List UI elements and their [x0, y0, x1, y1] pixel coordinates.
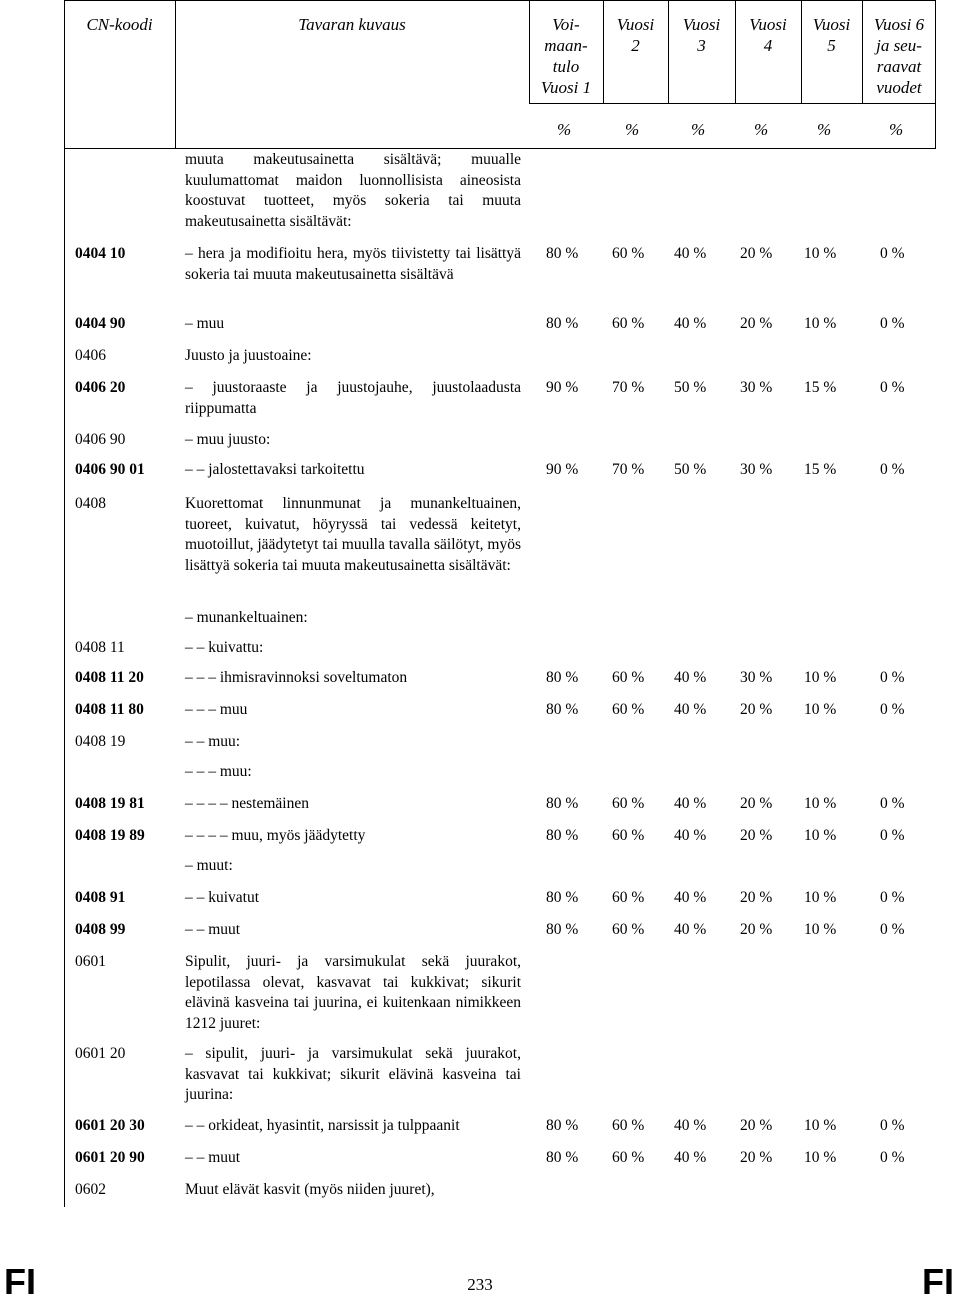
cn-code: 0601 20 — [75, 1045, 126, 1062]
header-description: Tavaran kuvaus — [298, 15, 406, 34]
goods-description: – munankeltuainen: — [185, 609, 308, 626]
cn-code: 0404 10 — [75, 245, 126, 262]
cn-code: 0406 20 — [75, 379, 126, 396]
duty-rate-year-6: 0 % — [880, 795, 905, 812]
duty-rate-year-4: 20 % — [740, 701, 773, 718]
goods-description: Muut elävät kasvit (myös niiden juuret), — [185, 1181, 435, 1198]
duty-rate-year-6: 0 % — [880, 1117, 905, 1134]
duty-rate-year-1: 80 % — [546, 1117, 579, 1134]
header-year-2: Vuosi 2 — [616, 15, 655, 55]
duty-rate-year-3: 50 % — [674, 379, 707, 396]
duty-rate-year-2: 60 % — [612, 889, 645, 906]
cn-code: 0406 90 — [75, 431, 126, 448]
duty-rate-year-5: 10 % — [804, 669, 837, 686]
table-border-left — [64, 0, 65, 1207]
cn-code: 0408 19 — [75, 733, 126, 750]
duty-rate-year-5: 15 % — [804, 379, 837, 396]
percent-sign: % — [691, 120, 706, 139]
duty-rate-year-2: 60 % — [612, 701, 645, 718]
cn-code: 0406 90 01 — [75, 461, 145, 478]
goods-description: – – orkideat, hyasintit, narsissit ja tulppaanit — [185, 1117, 460, 1134]
cn-code: 0408 19 89 — [75, 827, 145, 844]
goods-description: – sipulit, juuri- ja varsimukulat sekä juurakot, kasvavat tai kukkivat; sikurit elävinä kasveina tai juurina: — [185, 1045, 521, 1104]
duty-rate-year-6: 0 % — [880, 701, 905, 718]
cn-code: 0408 11 — [75, 639, 125, 656]
duty-rate-year-1: 80 % — [546, 1149, 579, 1166]
duty-rate-year-5: 10 % — [804, 701, 837, 718]
duty-rate-year-2: 70 % — [612, 461, 645, 478]
duty-rate-year-6: 0 % — [880, 1149, 905, 1166]
duty-rate-year-4: 20 % — [740, 921, 773, 938]
header-year-6: Vuosi 6 ja seu- raavat vuodet — [873, 15, 925, 97]
goods-description: – – muu: — [185, 733, 241, 750]
duty-rate-year-6: 0 % — [880, 379, 905, 396]
goods-description: – – kuivattu: — [185, 639, 264, 656]
header-year-4: Vuosi 4 — [749, 15, 787, 55]
duty-rate-year-1: 80 % — [546, 827, 579, 844]
header-rule-bottom — [64, 148, 936, 149]
goods-description: – – – ihmisravinnoksi soveltumaton — [185, 669, 408, 686]
duty-rate-year-5: 10 % — [804, 1117, 837, 1134]
duty-rate-year-3: 40 % — [674, 701, 707, 718]
duty-rate-year-4: 30 % — [740, 669, 773, 686]
goods-description: – hera ja modifioitu hera, myös tiivistetty tai lisättyä sokeria tai muuta makeutusainetta sisältävä — [185, 245, 521, 283]
goods-description: – – – – muu, myös jäädytetty — [185, 827, 366, 844]
percent-sign: % — [625, 120, 640, 139]
duty-rate-year-2: 60 % — [612, 921, 645, 938]
goods-description: – muu juusto: — [185, 431, 271, 448]
cn-code: 0408 — [75, 495, 106, 512]
cn-code: 0601 20 90 — [75, 1149, 145, 1166]
cn-code: 0408 11 80 — [75, 701, 144, 718]
duty-rate-year-4: 20 % — [740, 1117, 773, 1134]
duty-rate-year-6: 0 % — [880, 245, 905, 262]
cn-code: 0404 90 — [75, 315, 126, 332]
goods-description: Kuorettomat linnunmunat ja munankeltuainen, tuoreet, kuivatut, höyryssä tai vedessä keitetyt, muotoillut, jäädytetyt tai muulla tavalla säilötyt, myös lisättyä sokeria tai muuta makeutusainetta sisältävät: — [185, 495, 521, 575]
language-mark-right: FI — [922, 1261, 954, 1302]
duty-rate-year-6: 0 % — [880, 889, 905, 906]
duty-rate-year-6: 0 % — [880, 921, 905, 938]
duty-rate-year-2: 60 % — [612, 827, 645, 844]
duty-rate-year-3: 40 % — [674, 315, 707, 332]
goods-description: muuta makeutusainetta sisältävä; muualle kuulumattomat maidon luonnollisista aineosista koostuvat tuotteet, myös sokeria tai muuta makeutusainetta sisältävät: — [185, 151, 521, 231]
duty-rate-year-2: 60 % — [612, 1117, 645, 1134]
duty-rate-year-2: 70 % — [612, 379, 645, 396]
duty-rate-year-5: 10 % — [804, 315, 837, 332]
duty-rate-year-5: 10 % — [804, 245, 837, 262]
language-mark-left: FI — [4, 1261, 36, 1302]
duty-rate-year-2: 60 % — [612, 795, 645, 812]
duty-rate-year-1: 80 % — [546, 245, 579, 262]
cn-code: 0408 11 20 — [75, 669, 144, 686]
duty-rate-year-4: 30 % — [740, 461, 773, 478]
duty-rate-year-4: 20 % — [740, 827, 773, 844]
duty-rate-year-2: 60 % — [612, 315, 645, 332]
goods-description: – – jalostettavaksi tarkoitettu — [185, 461, 365, 478]
duty-rate-year-2: 60 % — [612, 245, 645, 262]
percent-sign: % — [889, 120, 904, 139]
duty-rate-year-3: 40 % — [674, 889, 707, 906]
goods-description: Sipulit, juuri- ja varsimukulat sekä juurakot, lepotilassa olevat, kasvavat tai kukkivat; sikurit elävinä kasveina tai juurina, ei kuitenkaan nimikkeen 1212 juuret: — [185, 953, 521, 1033]
goods-description: – – muut — [185, 1149, 241, 1166]
goods-description: – – – – nestemäinen — [185, 795, 309, 812]
percent-sign: % — [754, 120, 769, 139]
duty-rate-year-1: 80 % — [546, 889, 579, 906]
cn-code: 0408 99 — [75, 921, 126, 938]
duty-rate-year-4: 20 % — [740, 889, 773, 906]
duty-rate-year-5: 10 % — [804, 1149, 837, 1166]
duty-rate-year-2: 60 % — [612, 1149, 645, 1166]
duty-rate-year-3: 40 % — [674, 827, 707, 844]
duty-rate-year-1: 80 % — [546, 315, 579, 332]
goods-description: Juusto ja juustoaine: — [185, 347, 312, 364]
percent-sign: % — [817, 120, 832, 139]
duty-rate-year-2: 60 % — [612, 669, 645, 686]
duty-rate-year-1: 90 % — [546, 461, 579, 478]
duty-rate-year-5: 15 % — [804, 461, 837, 478]
duty-rate-year-3: 40 % — [674, 245, 707, 262]
duty-rate-year-1: 80 % — [546, 669, 579, 686]
duty-rate-year-6: 0 % — [880, 461, 905, 478]
duty-rate-year-3: 50 % — [674, 461, 707, 478]
header-cn-code: CN-koodi — [86, 15, 153, 34]
goods-description: – – – muu: — [185, 763, 252, 780]
duty-rate-year-4: 20 % — [740, 795, 773, 812]
duty-rate-year-5: 10 % — [804, 921, 837, 938]
duty-rate-year-6: 0 % — [880, 827, 905, 844]
header-year-5: Vuosi 5 — [812, 15, 851, 55]
duty-rate-year-3: 40 % — [674, 669, 707, 686]
duty-rate-year-1: 80 % — [546, 795, 579, 812]
goods-description: – muu — [185, 315, 225, 332]
cn-code: 0408 19 81 — [75, 795, 145, 812]
tariff-table — [64, 0, 936, 1207]
duty-rate-year-3: 40 % — [674, 1117, 707, 1134]
table-border-top — [64, 0, 936, 1]
cn-code: 0601 — [75, 953, 106, 970]
goods-description: – – muut — [185, 921, 241, 938]
cn-code: 0601 20 30 — [75, 1117, 145, 1134]
duty-rate-year-5: 10 % — [804, 827, 837, 844]
duty-rate-year-3: 40 % — [674, 921, 707, 938]
goods-description: – juustoraaste ja juustojauhe, juustolaadusta riippumatta — [185, 379, 521, 417]
duty-rate-year-3: 40 % — [674, 795, 707, 812]
cn-code: 0406 — [75, 347, 106, 364]
cn-code: 0602 — [75, 1181, 106, 1198]
cn-code: 0408 91 — [75, 889, 126, 906]
duty-rate-year-4: 30 % — [740, 379, 773, 396]
duty-rate-year-4: 20 % — [740, 245, 773, 262]
goods-description: – – kuivatut — [185, 889, 260, 906]
percent-sign: % — [557, 120, 572, 139]
duty-rate-year-1: 90 % — [546, 379, 579, 396]
duty-rate-year-1: 80 % — [546, 701, 579, 718]
header-rule-years — [529, 103, 936, 104]
duty-rate-year-5: 10 % — [804, 889, 837, 906]
duty-rate-year-4: 20 % — [740, 1149, 773, 1166]
goods-description: – – – muu — [185, 701, 248, 718]
duty-rate-year-4: 20 % — [740, 315, 773, 332]
duty-rate-year-6: 0 % — [880, 315, 905, 332]
duty-rate-year-5: 10 % — [804, 795, 837, 812]
duty-rate-year-3: 40 % — [674, 1149, 707, 1166]
duty-rate-year-6: 0 % — [880, 669, 905, 686]
header-year-3: Vuosi 3 — [682, 15, 721, 55]
goods-description: – muut: — [185, 857, 233, 874]
header-year-1: Voi- maan- tulo Vuosi 1 — [540, 15, 592, 97]
page-number: 233 — [467, 1275, 493, 1294]
duty-rate-year-1: 80 % — [546, 921, 579, 938]
